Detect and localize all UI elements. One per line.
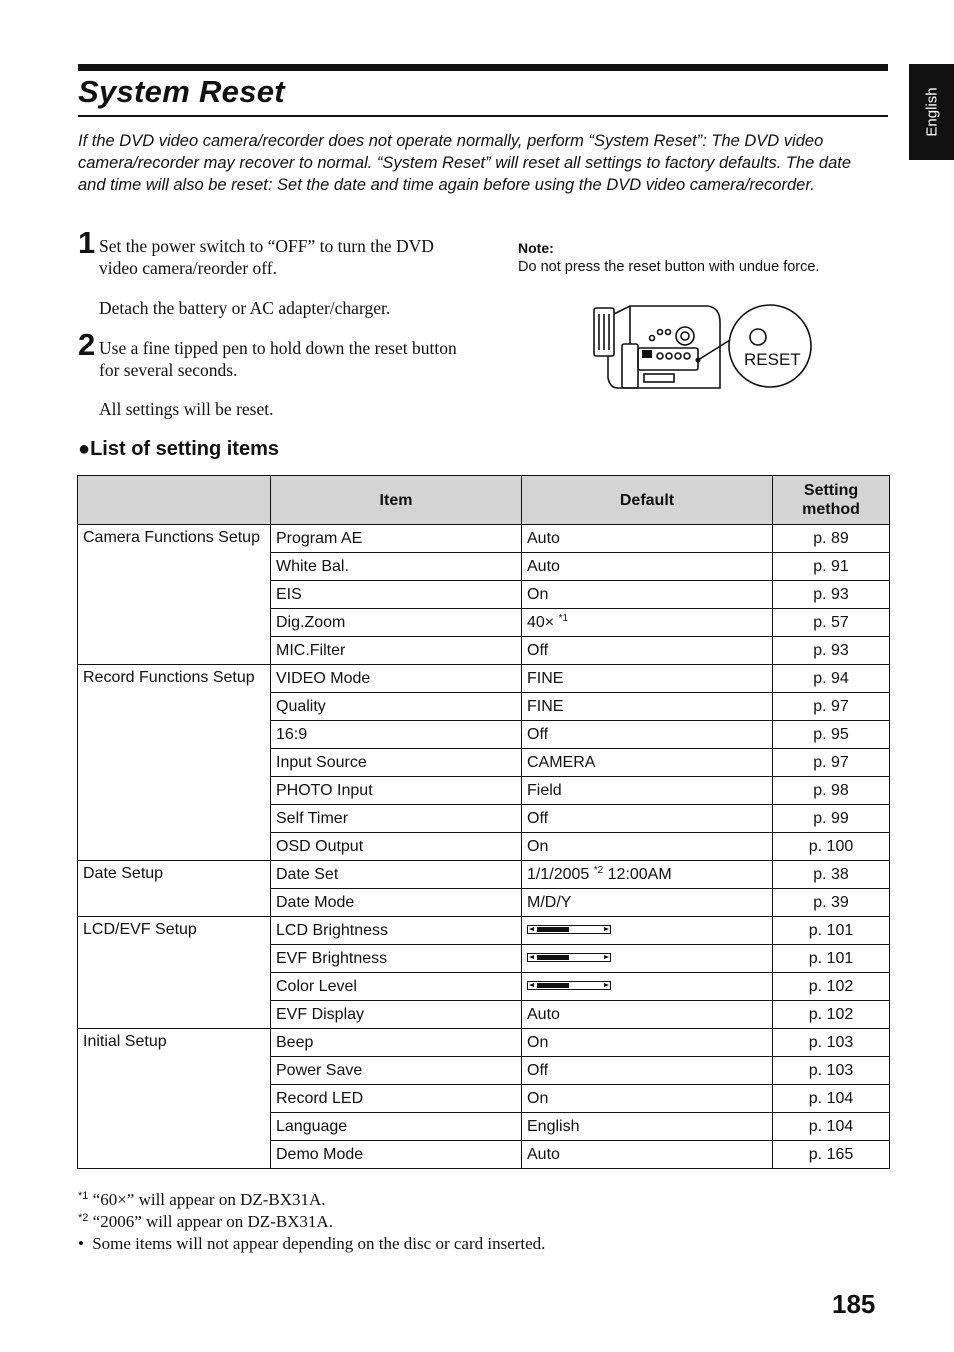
footnote-2 (78, 1212, 333, 1232)
note-label: Note: (518, 240, 554, 256)
default-value: English (527, 1117, 580, 1135)
slider-fill (537, 983, 569, 988)
footnote-3-text: Some items will not appear depending on the disc or card inserted. (92, 1234, 546, 1253)
page-title: System Reset (78, 74, 285, 109)
footnote-1-mark: *1 (78, 1190, 89, 1202)
footnote-ref: *2 (593, 864, 604, 876)
footnote-ref: *1 (558, 612, 569, 624)
item-cell: LCD Brightness (271, 917, 522, 945)
setting-method-cell: p. 93 (773, 637, 890, 665)
default-cell (522, 1085, 773, 1113)
group-cell: Camera Functions Setup (78, 525, 271, 665)
default-value: Off (527, 809, 549, 827)
default-value: On (527, 1033, 549, 1051)
list-heading: ●List of setting items (78, 438, 279, 460)
settings-table (77, 475, 890, 1169)
title-rule-top (78, 64, 888, 71)
table-row (78, 917, 890, 945)
setting-method-cell: p. 57 (773, 609, 890, 637)
level-slider-icon (527, 953, 611, 962)
setting-method-cell: p. 104 (773, 1113, 890, 1141)
step-2-text: Use a fine tipped pen to hold down the reset button for several seconds. (99, 338, 457, 380)
default-value: On (527, 585, 549, 603)
setting-method-cell: p. 38 (773, 861, 890, 889)
default-cell (522, 665, 773, 693)
settings-table-body (78, 525, 890, 1169)
item-cell: Date Set (271, 861, 522, 889)
default-value: FINE (527, 669, 564, 687)
item-cell: Date Mode (271, 889, 522, 917)
footnote-2-text: “2006” will appear on DZ-BX31A. (92, 1212, 333, 1231)
camera-reset-illustration (590, 300, 815, 395)
level-slider-icon (527, 925, 611, 934)
setting-method-cell: p. 104 (773, 1085, 890, 1113)
item-cell: Power Save (271, 1057, 522, 1085)
setting-method-cell: p. 91 (773, 553, 890, 581)
item-cell: VIDEO Mode (271, 665, 522, 693)
group-cell: LCD/EVF Setup (78, 917, 271, 1029)
default-cell (522, 553, 773, 581)
table-header-row (78, 476, 890, 525)
default-value: Off (527, 641, 549, 659)
slider-right-arrow-icon (604, 983, 609, 987)
default-cell (522, 693, 773, 721)
default-value: M/D/Y (527, 893, 572, 911)
default-cell (522, 1141, 773, 1169)
header-setting-method (773, 476, 890, 525)
footnote-1 (78, 1190, 326, 1210)
level-slider-icon (527, 981, 611, 990)
slider-fill (537, 955, 569, 960)
title-rule-bottom (78, 115, 888, 117)
reset-illustration-label: RESET (744, 350, 801, 369)
default-value: Auto (527, 529, 560, 547)
setting-method-cell: p. 99 (773, 805, 890, 833)
table-row (78, 861, 890, 889)
item-cell: Input Source (271, 749, 522, 777)
item-cell: EIS (271, 581, 522, 609)
item-cell: Language (271, 1113, 522, 1141)
group-cell: Initial Setup (78, 1029, 271, 1169)
default-cell (522, 945, 773, 973)
default-cell (522, 973, 773, 1001)
item-cell: White Bal. (271, 553, 522, 581)
table-row (78, 665, 890, 693)
header-method-line1: Setting (803, 482, 859, 499)
default-cell (522, 609, 773, 637)
step-2-number: 2 (78, 327, 96, 362)
slider-right-arrow-icon (604, 927, 609, 931)
default-cell (522, 749, 773, 777)
header-item: Item (271, 476, 522, 525)
default-cell (522, 833, 773, 861)
note-text: Do not press the reset button with undue force. (518, 259, 820, 275)
slider-left-arrow-icon (529, 955, 534, 959)
item-cell: PHOTO Input (271, 777, 522, 805)
default-cell (522, 861, 773, 889)
default-cell (522, 889, 773, 917)
default-cell (522, 721, 773, 749)
default-value: 40× (527, 613, 555, 631)
default-cell (522, 1001, 773, 1029)
item-cell: Color Level (271, 973, 522, 1001)
step-1-number: 1 (78, 225, 96, 260)
slider-left-arrow-icon (529, 983, 534, 987)
default-value: Field (527, 781, 562, 799)
group-cell: Date Setup (78, 861, 271, 917)
item-cell: EVF Brightness (271, 945, 522, 973)
default-cell (522, 637, 773, 665)
default-cell (522, 525, 773, 553)
default-value: Auto (527, 1145, 560, 1163)
slider-right-arrow-icon (604, 955, 609, 959)
item-cell: 16:9 (271, 721, 522, 749)
header-method-line2: method (802, 501, 860, 518)
default-value: On (527, 837, 549, 855)
item-cell: OSD Output (271, 833, 522, 861)
default-cell (522, 1113, 773, 1141)
item-cell: Quality (271, 693, 522, 721)
default-value: Auto (527, 1005, 560, 1023)
setting-method-cell: p. 89 (773, 525, 890, 553)
language-tab (909, 64, 954, 160)
default-cell (522, 777, 773, 805)
page-number: 185 (832, 1289, 876, 1319)
header-default: Default (522, 476, 773, 525)
header-group (78, 476, 271, 525)
default-value: CAMERA (527, 753, 596, 771)
step-2-subtext: All settings will be reset. (99, 399, 274, 419)
default-cell (522, 1057, 773, 1085)
default-value: Off (527, 725, 549, 743)
language-tab-label: English (923, 87, 940, 137)
item-cell: Program AE (271, 525, 522, 553)
setting-method-cell: p. 102 (773, 973, 890, 1001)
item-cell: Dig.Zoom (271, 609, 522, 637)
default-cell (522, 917, 773, 945)
footnote-1-text: “60×” will appear on DZ-BX31A. (92, 1190, 326, 1209)
default-value: 1/1/2005 (527, 865, 590, 883)
setting-method-cell: p. 94 (773, 665, 890, 693)
setting-method-cell: p. 39 (773, 889, 890, 917)
group-cell: Record Functions Setup (78, 665, 271, 861)
step-1-subtext: Detach the battery or AC adapter/charger. (99, 298, 391, 318)
setting-method-cell: p. 98 (773, 777, 890, 805)
default-value: On (527, 1089, 549, 1107)
slider-left-arrow-icon (529, 927, 534, 931)
item-cell: Demo Mode (271, 1141, 522, 1169)
item-cell: EVF Display (271, 1001, 522, 1029)
step-1-text: Set the power switch to “OFF” to turn the DVD video camera/reorder off. (99, 236, 434, 278)
item-cell: Beep (271, 1029, 522, 1057)
default-cell (522, 805, 773, 833)
default-value: FINE (527, 697, 564, 715)
footnote-2-mark: *2 (78, 1212, 89, 1224)
intro-paragraph: If the DVD video camera/recorder does not operate normally, perform “System Reset”: The DVD video camera/recorder may recover to normal. “System Reset” will reset all settings to factory defaults. The date and time will also be reset: Set the date and time again before using the DVD video camera/recorder. (78, 132, 852, 194)
setting-method-cell: p. 97 (773, 693, 890, 721)
default-value-suffix: 12:00AM (607, 865, 672, 883)
table-row (78, 525, 890, 553)
footnote-3-bullet: • (78, 1234, 84, 1253)
setting-method-cell: p. 100 (773, 833, 890, 861)
setting-method-cell: p. 103 (773, 1057, 890, 1085)
setting-method-cell: p. 95 (773, 721, 890, 749)
item-cell: Self Timer (271, 805, 522, 833)
item-cell: Record LED (271, 1085, 522, 1113)
setting-method-cell: p. 101 (773, 917, 890, 945)
setting-method-cell: p. 97 (773, 749, 890, 777)
default-cell (522, 1029, 773, 1057)
setting-method-cell: p. 165 (773, 1141, 890, 1169)
setting-method-cell: p. 102 (773, 1001, 890, 1029)
table-row (78, 1029, 890, 1057)
setting-method-cell: p. 103 (773, 1029, 890, 1057)
item-cell: MIC.Filter (271, 637, 522, 665)
footnote-3 (78, 1234, 545, 1254)
slider-fill (537, 927, 569, 932)
default-cell (522, 581, 773, 609)
setting-method-cell: p. 101 (773, 945, 890, 973)
default-value: Off (527, 1061, 549, 1079)
setting-method-cell: p. 93 (773, 581, 890, 609)
default-value: Auto (527, 557, 560, 575)
